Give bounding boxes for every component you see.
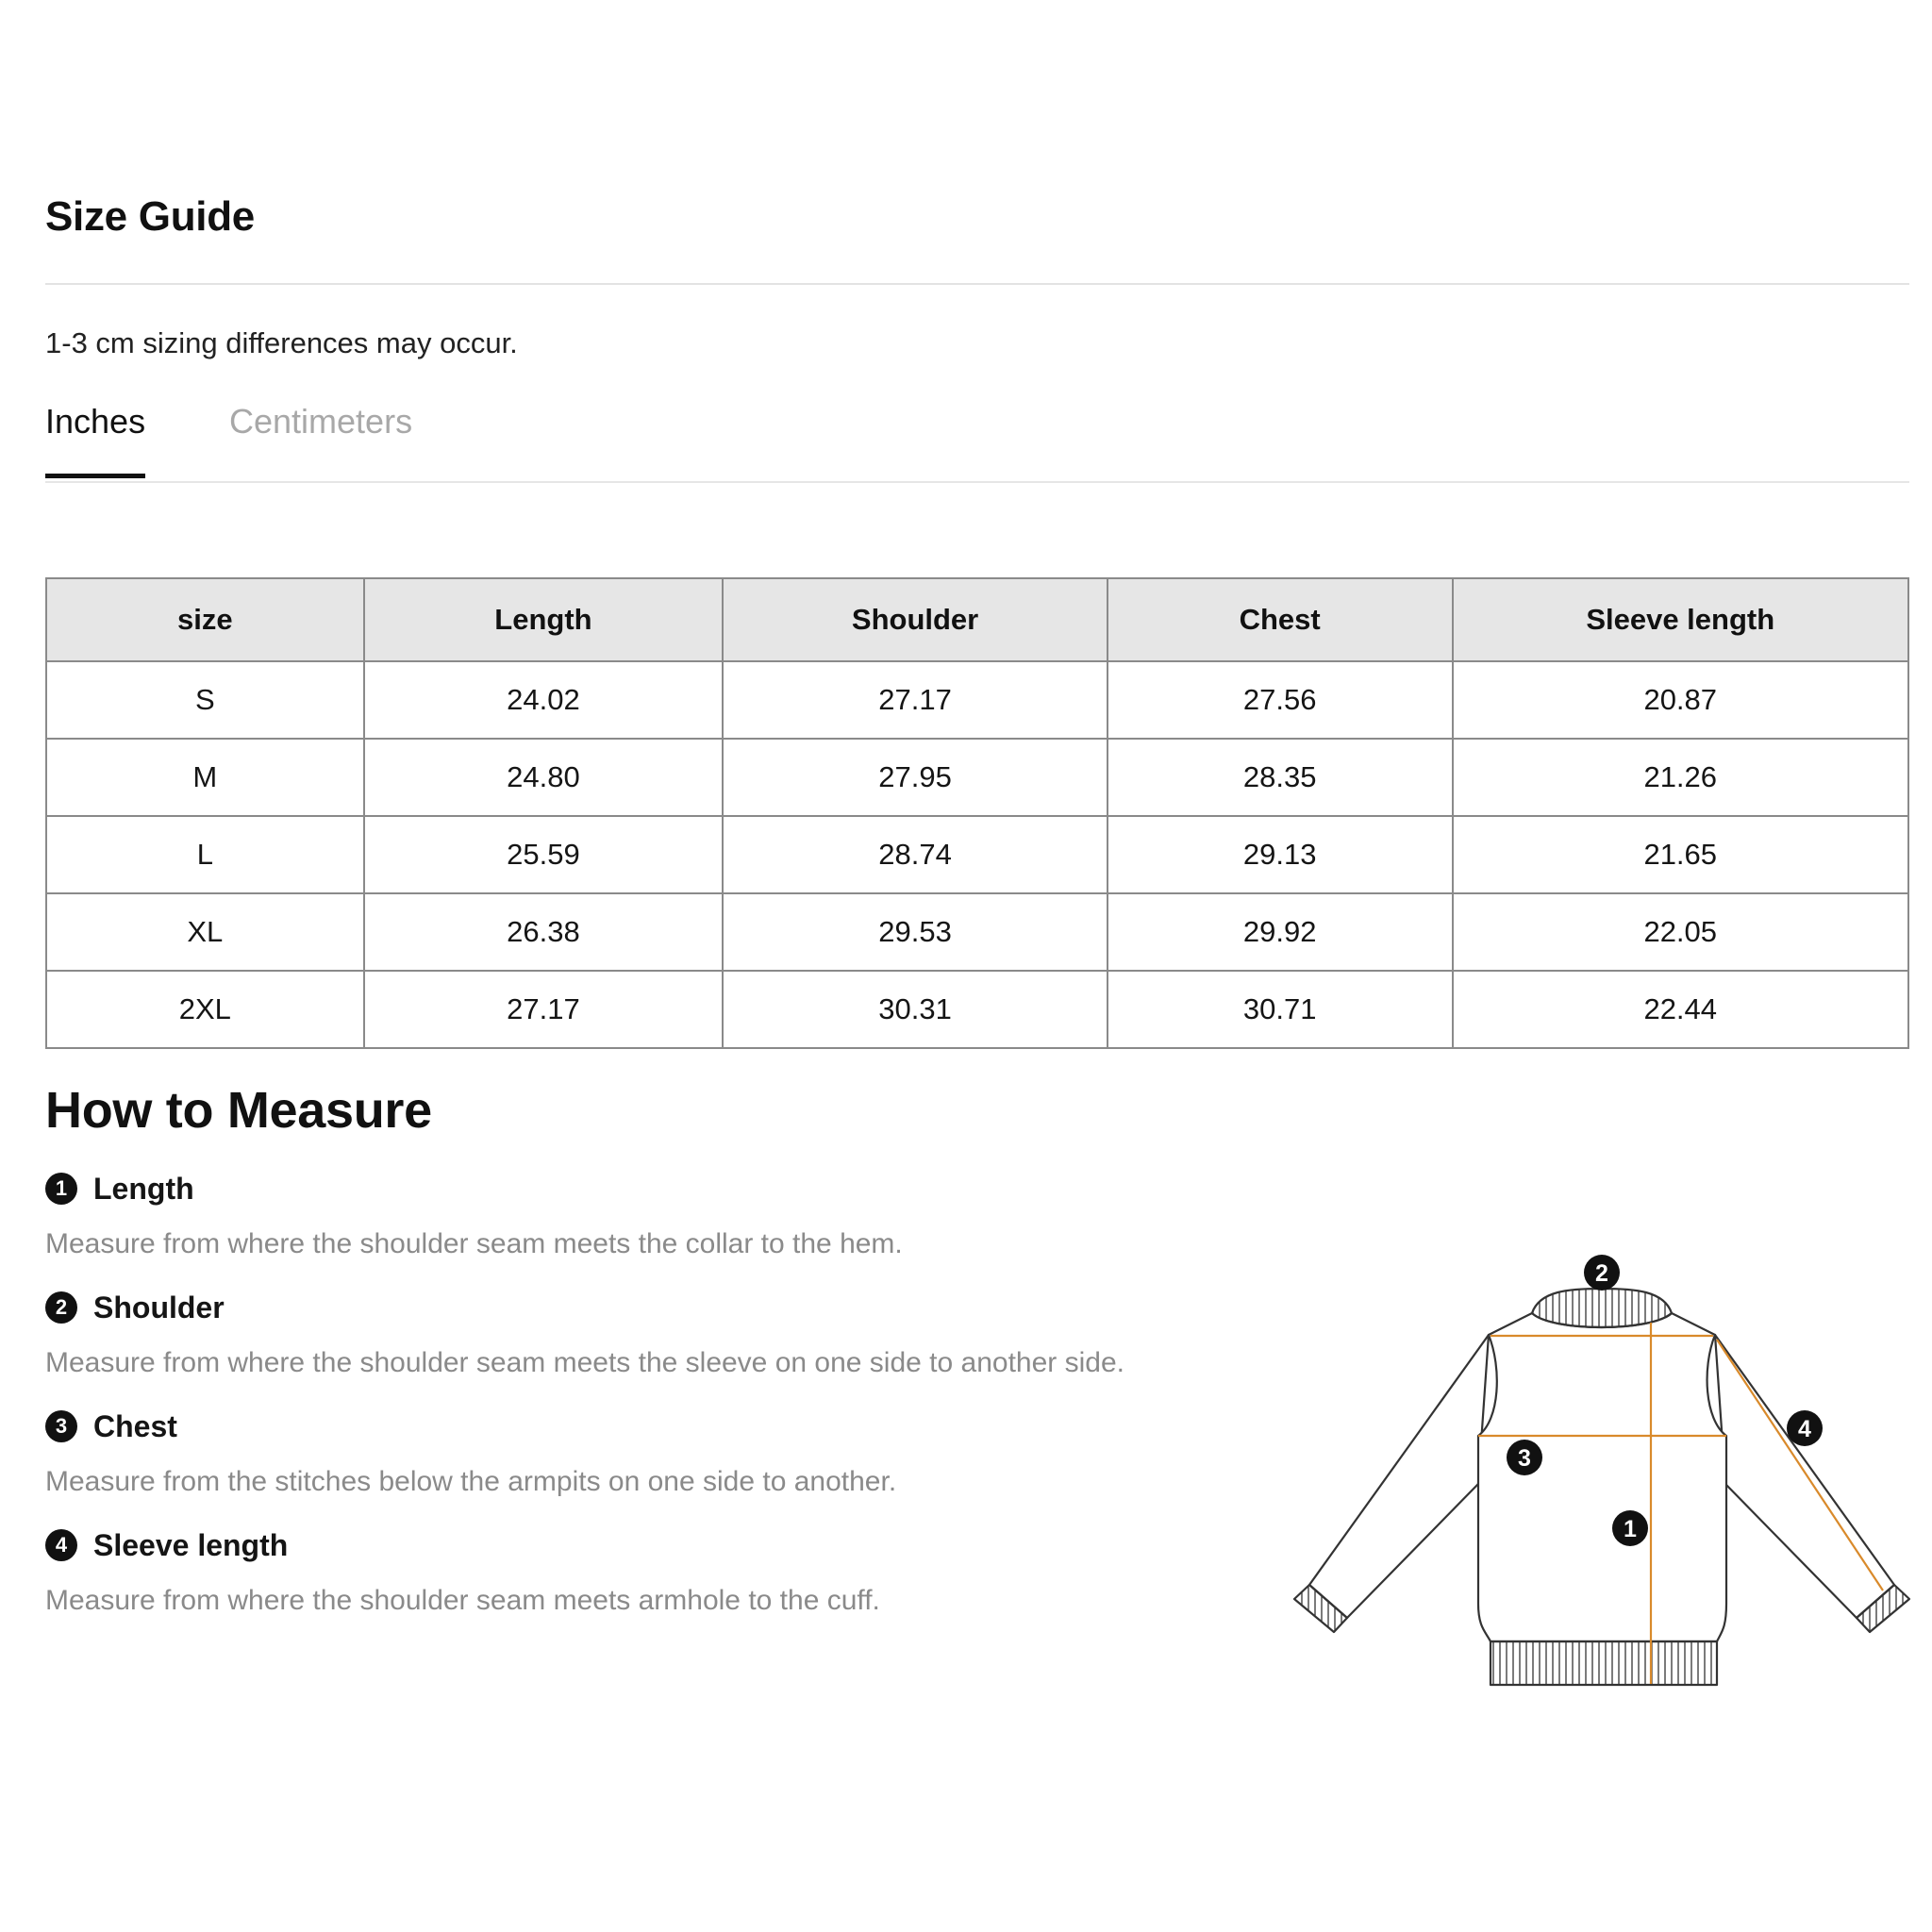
diagram-marker-3 bbox=[1507, 1440, 1542, 1475]
size-table bbox=[45, 577, 1909, 1049]
step-description: Measure from where the shoulder seam meets the collar to the hem. bbox=[45, 1228, 903, 1259]
step-number-badge: 2 bbox=[45, 1291, 77, 1324]
step-description: Measure from where the shoulder seam meets the sleeve on one side to another side. bbox=[45, 1347, 1124, 1378]
sweater-outline bbox=[1294, 1289, 1909, 1685]
marker-label: 4 bbox=[1798, 1416, 1811, 1442]
diagram-marker-2 bbox=[1584, 1255, 1620, 1291]
cell-chest: 30.71 bbox=[1108, 971, 1453, 1048]
cell-sleeve-length: 21.26 bbox=[1453, 739, 1909, 816]
step-description: Measure from where the shoulder seam meets armhole to the cuff. bbox=[45, 1585, 880, 1616]
sweater-diagram-icon bbox=[1292, 1255, 1915, 1698]
measure-step-chest bbox=[45, 1407, 896, 1498]
cell-size: 2XL bbox=[46, 971, 364, 1048]
marker-label: 3 bbox=[1518, 1445, 1531, 1472]
step-description: Measure from the stitches below the armpits on one side to another. bbox=[45, 1466, 897, 1497]
step-label: Sleeve length bbox=[93, 1527, 289, 1562]
table-row bbox=[46, 816, 1908, 893]
diagram-marker-1 bbox=[1612, 1510, 1648, 1546]
cell-size: M bbox=[46, 739, 364, 816]
measure-step-sleeve-length bbox=[45, 1526, 880, 1617]
header-length: Length bbox=[364, 578, 724, 661]
table-row bbox=[46, 893, 1908, 971]
tab-centimeters[interactable]: Centimeters bbox=[229, 402, 413, 441]
cell-chest: 29.92 bbox=[1108, 893, 1453, 971]
cell-size: L bbox=[46, 816, 364, 893]
step-label: Length bbox=[93, 1171, 194, 1206]
unit-tabs bbox=[45, 402, 1909, 483]
cell-size: S bbox=[46, 661, 364, 739]
cell-shoulder: 27.17 bbox=[723, 661, 1108, 739]
title-divider bbox=[45, 283, 1909, 285]
measure-step-length bbox=[45, 1170, 903, 1260]
header-sleeve-length: Sleeve length bbox=[1453, 578, 1909, 661]
cell-sleeve-length: 20.87 bbox=[1453, 661, 1909, 739]
cell-sleeve-length: 21.65 bbox=[1453, 816, 1909, 893]
cell-length: 26.38 bbox=[364, 893, 724, 971]
table-header-row bbox=[46, 578, 1908, 661]
cell-shoulder: 30.31 bbox=[723, 971, 1108, 1048]
how-to-measure-title: How to Measure bbox=[45, 1082, 432, 1139]
header-size: size bbox=[46, 578, 364, 661]
measure-step-shoulder bbox=[45, 1289, 1124, 1379]
cell-size: XL bbox=[46, 893, 364, 971]
cell-length: 24.02 bbox=[364, 661, 724, 739]
marker-label: 2 bbox=[1595, 1260, 1608, 1287]
cell-length: 25.59 bbox=[364, 816, 724, 893]
step-number-badge: 4 bbox=[45, 1529, 77, 1561]
cell-shoulder: 27.95 bbox=[723, 739, 1108, 816]
step-number-badge: 3 bbox=[45, 1410, 77, 1442]
table-row bbox=[46, 661, 1908, 739]
step-label: Chest bbox=[93, 1408, 177, 1443]
header-shoulder: Shoulder bbox=[723, 578, 1108, 661]
page-title: Size Guide bbox=[45, 193, 255, 240]
cell-shoulder: 28.74 bbox=[723, 816, 1108, 893]
tab-inches[interactable]: Inches bbox=[45, 402, 145, 478]
table-row bbox=[46, 971, 1908, 1048]
sizing-note: 1-3 cm sizing differences may occur. bbox=[45, 326, 518, 359]
cell-shoulder: 29.53 bbox=[723, 893, 1108, 971]
header-chest: Chest bbox=[1108, 578, 1453, 661]
cell-chest: 28.35 bbox=[1108, 739, 1453, 816]
cell-sleeve-length: 22.05 bbox=[1453, 893, 1909, 971]
marker-label: 1 bbox=[1624, 1516, 1637, 1542]
table-row bbox=[46, 739, 1908, 816]
step-number-badge: 1 bbox=[45, 1173, 77, 1205]
cell-chest: 27.56 bbox=[1108, 661, 1453, 739]
cell-length: 24.80 bbox=[364, 739, 724, 816]
cell-length: 27.17 bbox=[364, 971, 724, 1048]
diagram-marker-4 bbox=[1787, 1410, 1823, 1446]
cell-chest: 29.13 bbox=[1108, 816, 1453, 893]
step-label: Shoulder bbox=[93, 1290, 225, 1324]
cell-sleeve-length: 22.44 bbox=[1453, 971, 1909, 1048]
